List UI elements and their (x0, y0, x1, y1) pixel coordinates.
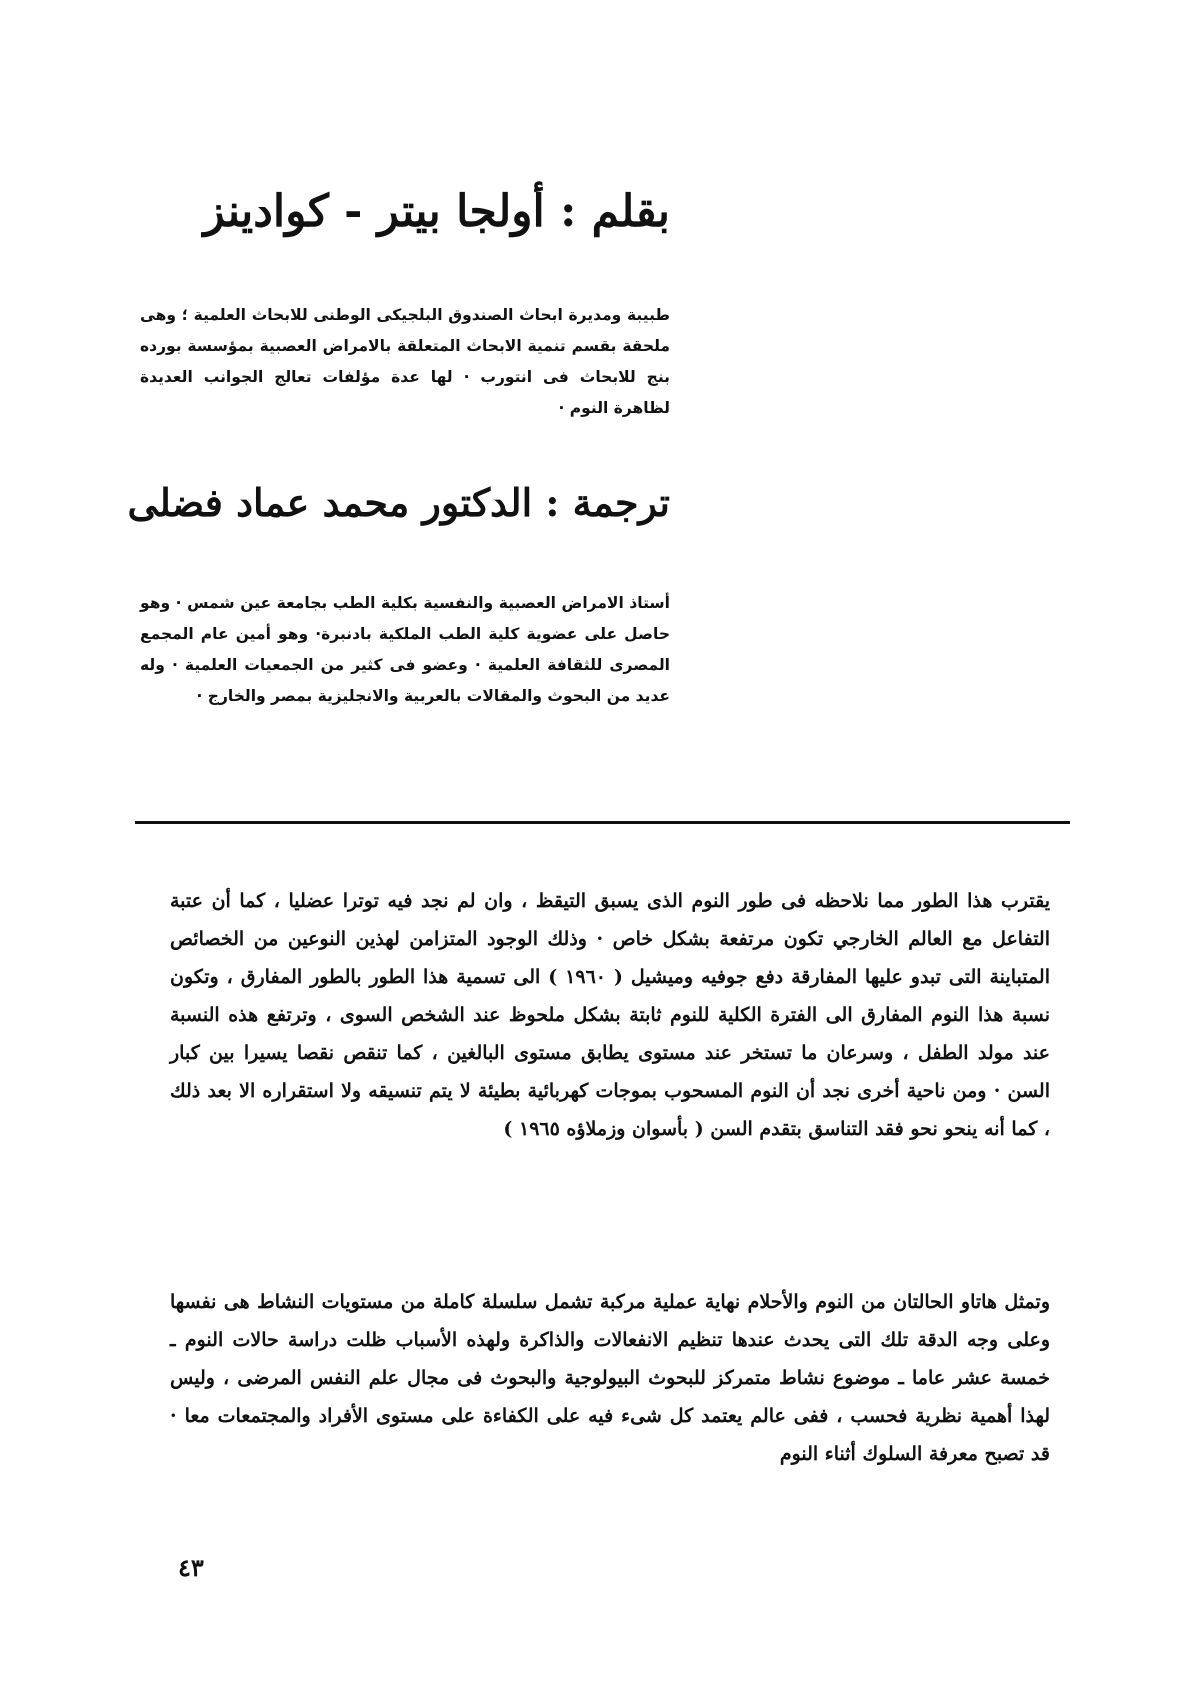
author-bio (140, 300, 670, 424)
translator-byline: ترجمة : الدكتور محمد عماد فضلى (127, 480, 670, 525)
section-divider (135, 821, 1070, 824)
body-paragraph-1 (170, 882, 1050, 1148)
body-paragraph-2 (170, 1283, 1050, 1473)
page-number: ٤٣ (178, 1553, 204, 1582)
translator-bio (140, 588, 670, 712)
translator-bio-text: أستاذ الامراض العصبية والنفسية بكلية الطب بجامعة عين شمس · وهو حاصل على عضوية كلية الطب الملكية بادنبرة· وهو أمين عام المجمع المصرى للثقافة العلمية · وعضو فى كثير من الجمعيات العلمية · وله عديد من البحوث والمقالات بالعربية والانجليزية بمصر والخارج · (140, 594, 670, 705)
author-byline: بقلم : أولجا بيتر - كوادينز (203, 186, 670, 237)
body-paragraph-1-text: يقترب هذا الطور مما نلاحظه فى طور النوم الذى يسبق التيقظ ، وان لم نجد فيه توترا عضليا ، كما أن عتبة التفاعل مع العالم الخارجي تكون مرتفعة بشكل خاص · وذلك الوجود المتزامن لهذين النوعين من الخصائص المتباينة التى تبدو عليها المفارقة دفع جوفيه وميشيل ( ١٩٦٠ ) الى تسمية هذا الطور بالطور المفارق ، وتكون نسبة هذا النوم المفارق الى الفترة الكلية للنوم ثابتة بشكل ملحوظ عند الشخص السوى ، وترتفع هذه النسبة عند مولد الطفل ، وسرعان ما تستخر عند مستوى يطابق مستوى البالغين ، كما تنقص نقصا يسيرا بين كبار السن · ومن ناحية أخرى نجد أن النوم المسحوب بموجات كهربائية بطيئة لا يتم تنسيقه ولا استقراره الا بعد ذلك ، كما أنه ينحو نحو فقد التناسق بتقدم السن ( بأسوان وزملاؤه ١٩٦٥ ) (170, 890, 1051, 1140)
author-bio-text: طبيبة ومديرة ابحاث الصندوق البلجيكى الوطنى للابحاث العلمية ؛ وهى ملحقة بقسم تنمية الابحاث المتعلقة بالامراض العصبية بمؤسسة بورده بنج للابحاث فى انتورب · لها عدة مؤلفات تعالج الجوانب العديدة لظاهرة النوم · (140, 306, 670, 417)
body-paragraph-2-text: وتمثل هاتاو الحالتان من النوم والأحلام نهاية عملية مركبة تشمل سلسلة كاملة من مستويات النشاط هى نفسها وعلى وجه الدقة تلك التى يحدث عندها تنظيم الانفعالات والذاكرة ولهذه الأسباب ظلت دراسة حالات النوم ـ خمسة عشر عاما ـ موضوع نشاط متمركز للبحوث البيولوجية والبحوث فى مجال علم النفس المرضى ، وليس لهذا أهمية نظرية فحسب ، ففى عالم يعتمد كل شىء فيه على الكفاءة على مستوى الأفراد والمجتمعات معا · قد تصبح معرفة السلوك أثناء النوم (170, 1291, 1051, 1465)
